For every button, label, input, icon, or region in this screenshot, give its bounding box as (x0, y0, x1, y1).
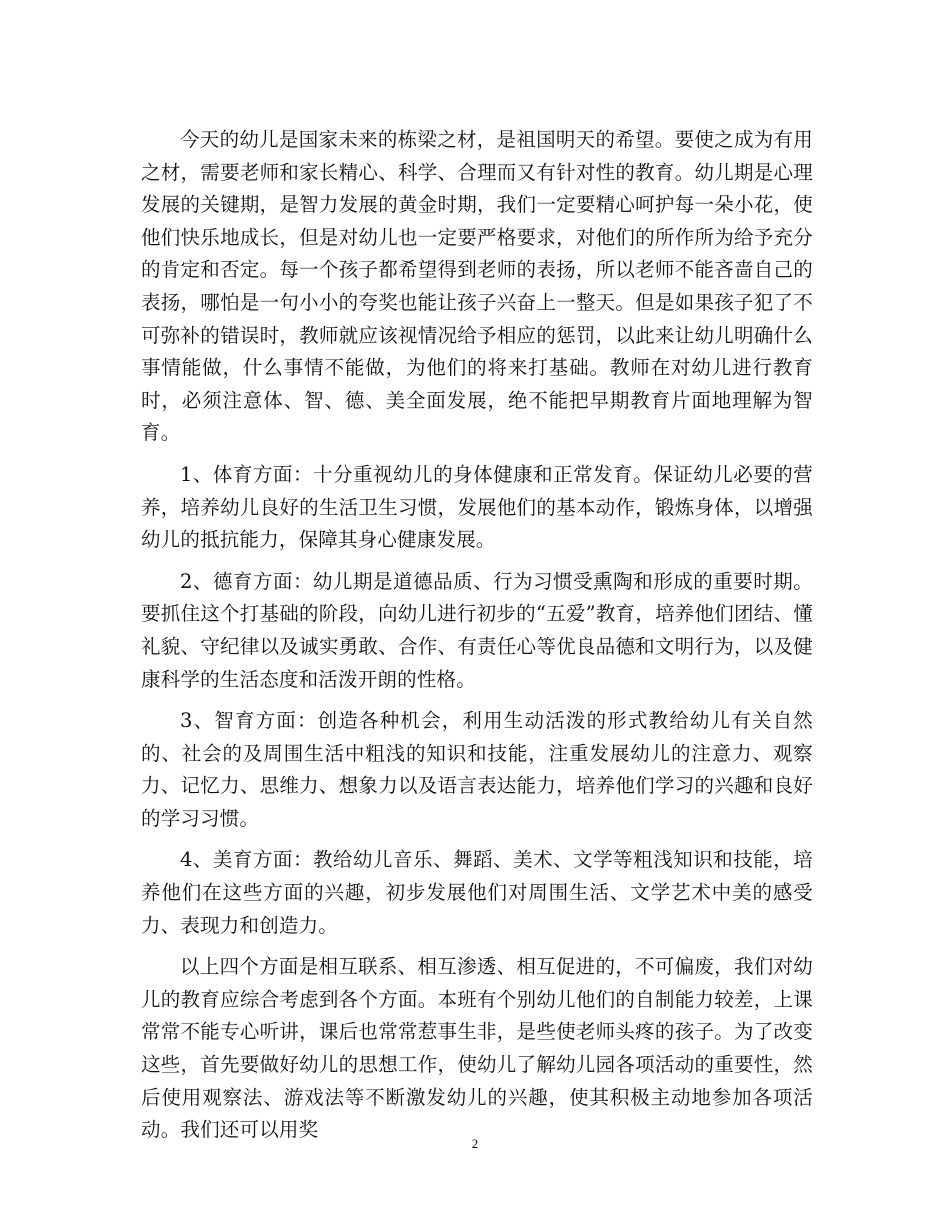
page-number: 2 (471, 1136, 479, 1151)
paragraph-intro: 今天的幼儿是国家未来的栋梁之材，是祖国明天的希望。要使之成为有用之材，需要老师和家长精心、科学、合理而又有针对性的教育。幼儿期是心理发展的关键期，是智力发展的黄金时期，我们一定要精心呵护每一朵小花，使他们快乐地成长，但是对幼儿也一定要严格要求，对他们的所作所为给予充分的肯定和否定。每一个孩子都希望得到老师的表扬，所以老师不能吝啬自己的表扬，哪怕是一句小小的夸奖也能让孩子兴奋上一整天。但是如果孩子犯了不可弥补的错误时，教师就应该视情况给予相应的惩罚，以此来让幼儿明确什么事情能做，什么事情不能做，为他们的将来打基础。教师在对幼儿进行教育时，必须注意体、智、德、美全面发展，绝不能把早期教育片面地理解为智育。 (141, 128, 813, 445)
paragraph-aesthetic-education: 4、美育方面：教给幼儿音乐、舞蹈、美术、文学等粗浅知识和技能，培养他们在这些方面的兴趣，初步发展他们对周围生活、文学艺术中美的感受力、表现力和创造力。 (141, 848, 813, 937)
document-body (141, 124, 813, 1156)
paragraph-moral-education: 2、德育方面：幼儿期是道德品质、行为习惯受熏陶和形成的重要时期。要抓住这个打基础的阶段，向幼儿进行初步的“五爱”教育，培养他们团结、懂礼貌、守纪律以及诚实勇敢、合作、有责任心等优良品德和文明行为，以及健康科学的生活态度和活泼开朗的性格。 (141, 569, 813, 691)
paragraph-summary: 以上四个方面是相互联系、相互渗透、相互促进的，不可偏废，我们对幼儿的教育应综合考虑到各个方面。本班有个别幼儿他们的自制能力较差，上课常常不能专心听讲，课后也常常惹事生非，是些使老师头疼的孩子。为了改变这些，首先要做好幼儿的思想工作，使幼儿了解幼儿园各项活动的重要性，然后使用观察法、游戏法等不断激发幼儿的兴趣，使其积极主动地参加各项活动。我们还可以用奖 (141, 955, 813, 1142)
paragraph-intellectual-education: 3、智育方面：创造各种机会，利用生动活泼的形式教给幼儿有关自然的、社会的及周围生活中粗浅的知识和技能，注重发展幼儿的注意力、观察力、记忆力、思维力、想象力以及语言表达能力，培养他们学习的兴趣和良好的学习习惯。 (141, 709, 813, 830)
paragraph-physical-education: 1、体育方面：十分重视幼儿的身体健康和正常发育。保证幼儿必要的营养，培养幼儿良好的生活卫生习惯，发展他们的基本动作，锻炼身体，以增强幼儿的抵抗能力，保障其身心健康发展。 (141, 462, 813, 552)
